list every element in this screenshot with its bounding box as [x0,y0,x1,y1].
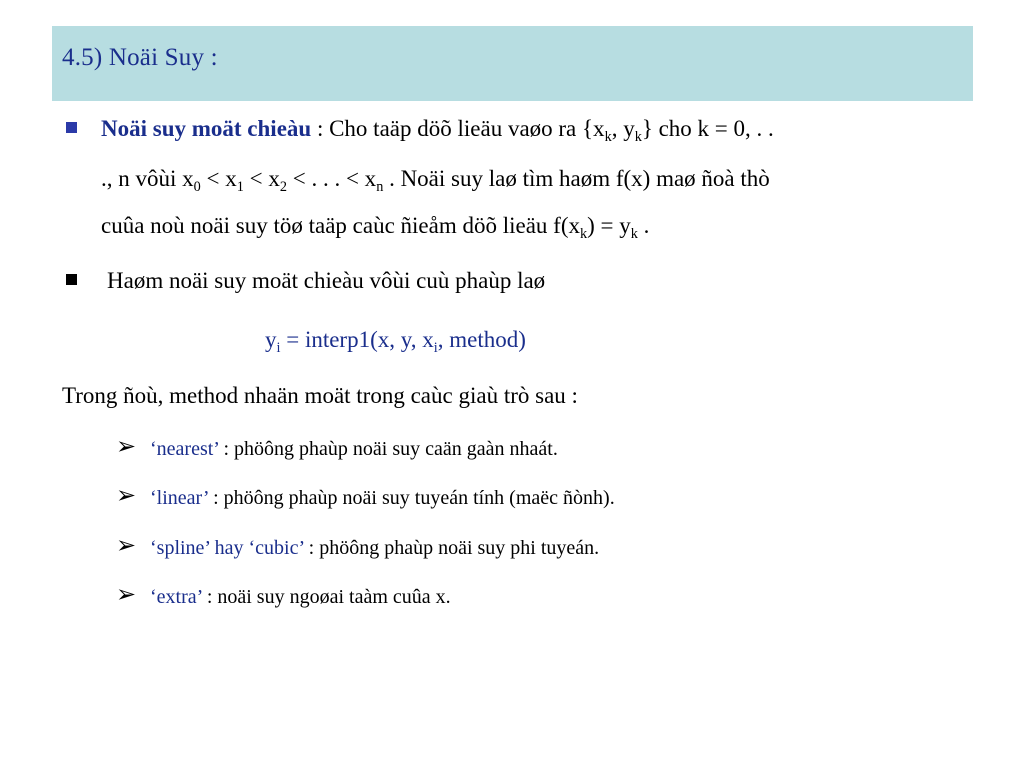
method-item: ‘spline’ hay ‘cubic’ : phöông phaùp noäi suy phi tuyeán. [150,537,600,559]
bullet1-line2: ., n vôùi $x_0 < x_1 < x_2$ < . . . < $x_n$ . Noäi suy laø tìm haøm f(x) maø ñoà thò [101,166,770,195]
method-item: ‘linear’ : phöông phaùp noäi suy tuyeán tính (maëc ñònh). [150,487,615,509]
bullet-square-icon [66,274,77,285]
bullet1-line3: cuûa noù noäi suy töø taäp caùc ñieåm döõ lieäu $f(x_k) = y_k$ . [101,213,650,242]
formula: $y_i$ = interp1(x, y, $x_i$, method) [265,327,526,356]
bullet2-text: Haøm noäi suy moät chieàu vôùi cuù phaùp laø [107,268,546,293]
arrow-bullet-icon: ➢ [116,580,137,608]
arrow-bullet-icon: ➢ [116,531,137,559]
method-item: ‘nearest’ : phöông phaùp noäi suy caän gaàn nhaát. [150,438,558,460]
arrow-bullet-icon: ➢ [116,481,137,509]
method-item: ‘extra’ : noäi suy ngoøai taàm cuûa x. [150,586,451,608]
slide-title: 4.5) Noäi Suy : [62,44,218,71]
bullet-square-icon [66,122,77,133]
intro-text: Trong ñoù, method nhaän moät trong caùc giaù trò sau : [62,383,578,408]
bullet1-line1: Noäi suy moät chieàu : Cho taäp döõ lieäu vaøo ra {$x_k$, $y_k$} cho k = 0, . . [101,116,774,145]
bullet1-term: Noäi suy moät chieàu [101,116,312,141]
arrow-bullet-icon: ➢ [116,432,137,460]
